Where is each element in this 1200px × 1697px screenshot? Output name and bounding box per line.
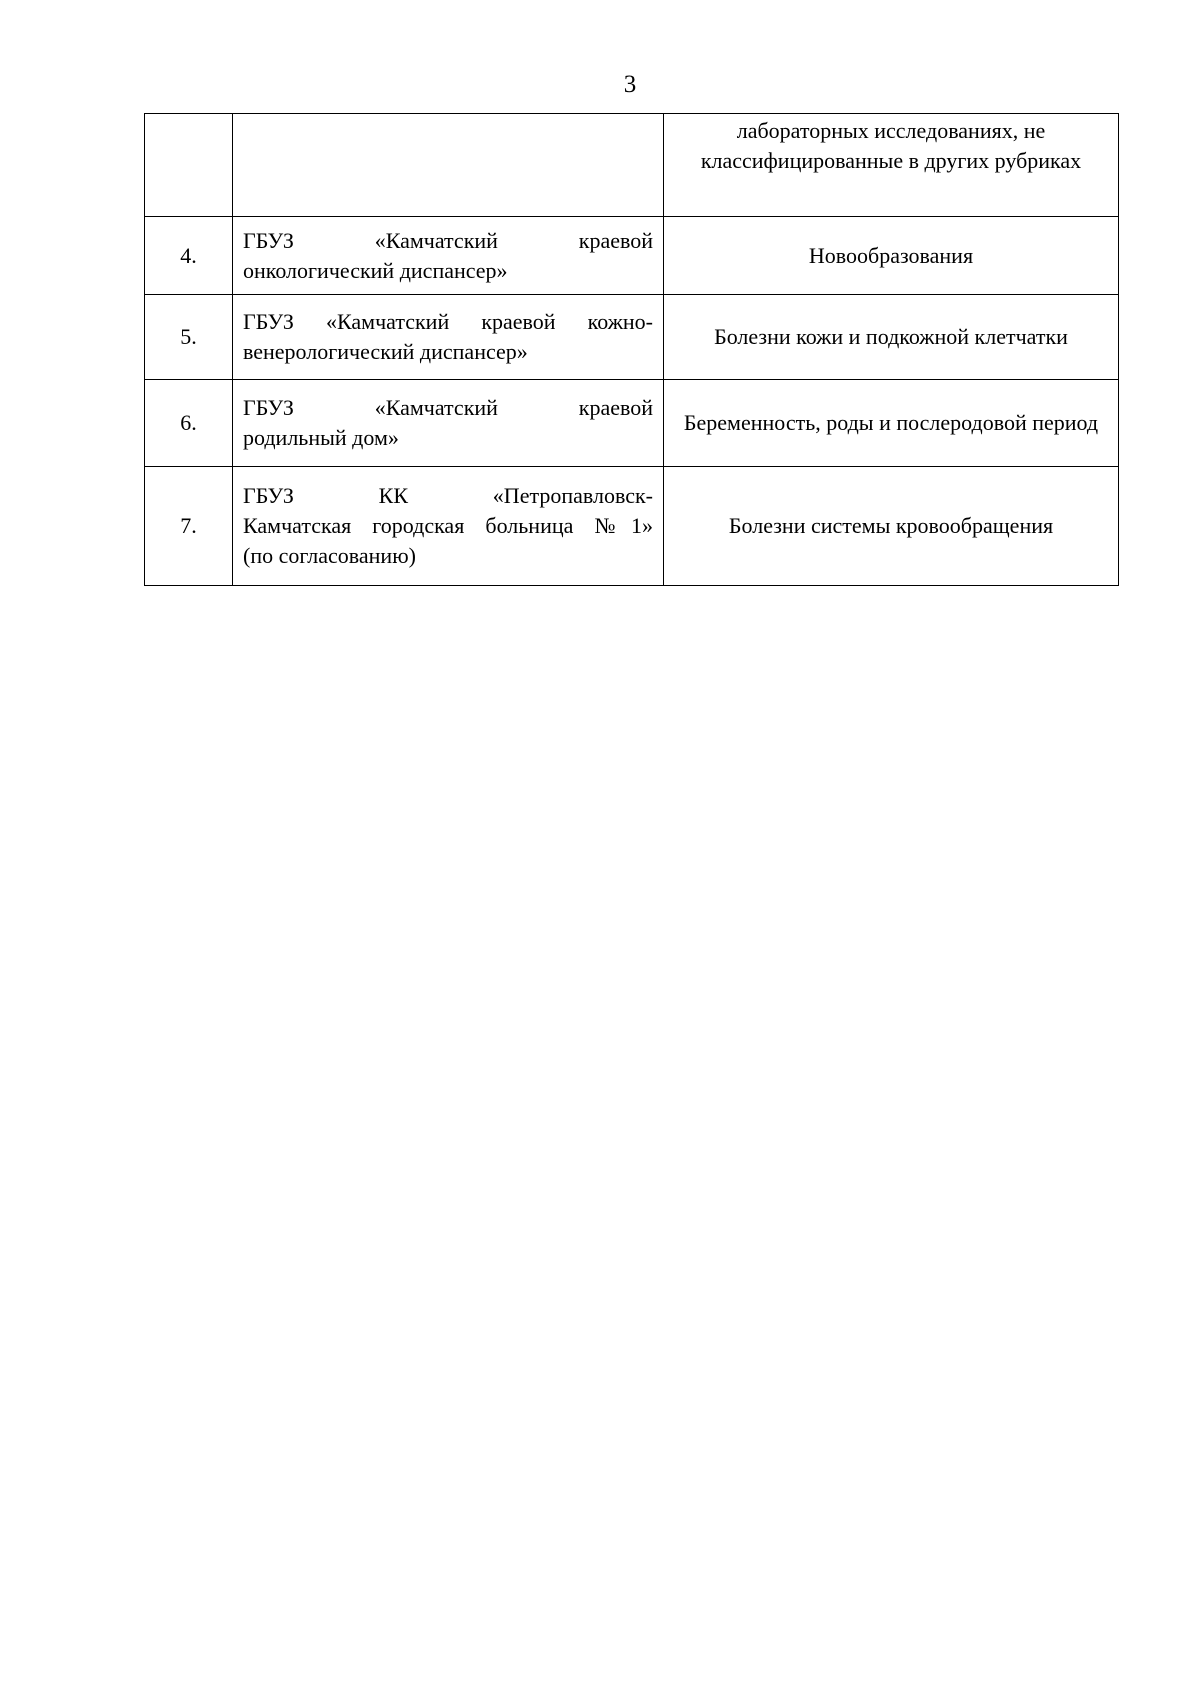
row-number-cell: 5. [145,295,233,380]
institutions-table [144,113,1119,586]
organization-line: Камчатская городская больница №1» [243,513,653,538]
organization-line: (по согласованию) [243,543,416,568]
table-row [145,217,1119,295]
row-number-cell: 7. [145,467,233,586]
disease-class-cell: Новообразования [664,217,1119,295]
row-number-cell: 4. [145,217,233,295]
organization-cell [233,295,664,380]
organization-cell [233,380,664,467]
disease-class-cell: Беременность, роды и послеродовой период [664,380,1119,467]
organization-cell [233,467,664,586]
row-number-cell [145,114,233,217]
organization-line: родильный дом» [243,425,399,450]
organization-line: ГБУЗ «Камчатский краевой кожно- [243,309,653,334]
disease-class-line: лабораторных исследованиях, не [736,118,1046,143]
table-row [145,295,1119,380]
organization-line: онкологический диспансер» [243,257,508,283]
organization-line: ГБУЗ КК «Петропавловск- [243,483,653,508]
table-row [145,114,1119,217]
page-number: 3 [623,71,637,98]
organization-cell [233,217,664,295]
organization-line: венерологический диспансер» [243,339,528,364]
table-row [145,467,1119,586]
organization-cell [233,114,664,217]
table-row [145,380,1119,467]
disease-class-cell: Болезни кожи и подкожной клетчатки [664,295,1119,380]
organization-line: ГБУЗ «Камчатский краевой [243,227,653,253]
disease-class-cell [664,114,1119,217]
disease-class-line: классифицированные в других рубриках [700,148,1082,173]
organization-line: ГБУЗ «Камчатский краевой [243,395,653,420]
row-number-cell: 6. [145,380,233,467]
disease-class-cell: Болезни системы кровообращения [664,467,1119,586]
